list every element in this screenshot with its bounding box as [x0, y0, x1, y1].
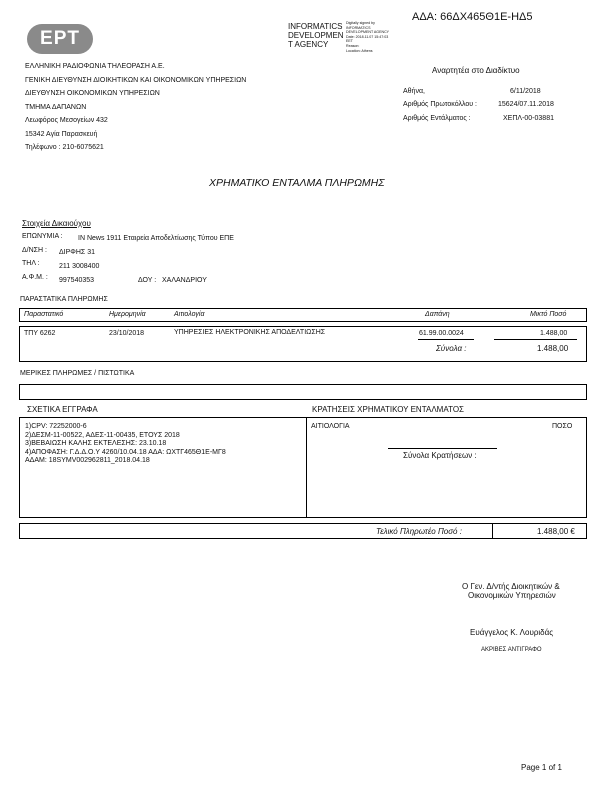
afm-value: 997540353 — [59, 277, 95, 284]
payment-docs-header-row — [19, 308, 587, 322]
organization-block: ΕΛΛΗΝΙΚΗ ΡΑΔΙΟΦΩΝΙΑ ΤΗΛΕΟΡΑΣΗ Α.Ε. ΓΕΝΙΚΗ ΔΙΕΥΘΥΝΣΗ ΔΙΟΙΚΗΤΙΚΩΝ ΚΑΙ ΟΙΚΟΝΟΜΙΚΩΝ ΥΠΗΡΕΣΙΩΝ ΔΙΕΥΘΥΝΣΗ ΟΙΚΟΝΟΜΙΚΩΝ ΥΠΗΡΕΣΙΩΝ ΤΜΗΜΑ ΔΑΠΑΝΩΝ Λεωφόρος Μεσογείων 432 15342 Αγία Παρασκευή Τηλέφωνο : 210-6075621 — [25, 63, 247, 151]
column-divider — [306, 417, 307, 518]
withholding-heading: ΚΡΑΤΗΣΕΙΣ ΧΡΗΜΑΤΙΚΟΥ ΕΝΤΑΛΜΑΤΟΣ — [312, 405, 464, 414]
col-reason: Αιτιολογία — [174, 311, 205, 318]
signatory-title-line: Οικονομικών Υπηρεσιών — [468, 591, 556, 600]
page-number: Page 1 of 1 — [521, 763, 562, 772]
col-expense: Δαπάνη — [425, 311, 450, 318]
name-value: IN News 1911 Εταιρεία Αποδελτίωσης Τύπου ΕΠΕ — [78, 235, 234, 242]
totals-label: Σύνολα : — [436, 344, 467, 353]
informatics-line: DEVELOPMEN — [288, 31, 344, 40]
true-copy-stamp: ΑΚΡΙΒΕΣ ΑΝΤΙΓΡΑΦΟ — [481, 647, 542, 653]
phone-value: 211 3008400 — [59, 263, 100, 270]
payment-docs-heading: ΠΑΡΑΣΤΑΤΙΚΑ ΠΛΗΡΩΜΗΣ — [20, 296, 108, 303]
posting-note: Αναρτητέα στο Διαδίκτυο — [432, 66, 520, 75]
withholding-amount-label: ΠΟΣΟ — [552, 423, 573, 430]
final-amount-value: 1.488,00 € — [537, 527, 575, 536]
col-date: Ημερομηνία — [109, 311, 146, 318]
signatory-title-line: Ο Γεν. Δ/ντής Διοικητικών & — [462, 582, 560, 591]
row-expense: 61.99.00.0024 — [419, 330, 464, 337]
related-docs-heading: ΣΧΕΤΙΚΑ ΕΓΓΡΑΦΑ — [27, 405, 98, 414]
protocol-value: 15624/07.11.2018 — [498, 101, 554, 108]
withholding-totals-label: Σύνολα Κρατήσεων : — [403, 451, 477, 460]
partial-payments-box — [19, 384, 587, 400]
related-docs-list — [25, 423, 226, 466]
name-label: ΕΠΩΝΥΜΙΑ : — [22, 233, 63, 240]
address-label: Δ/ΝΣΗ : — [22, 247, 47, 254]
informatics-line: INFORMATICS — [288, 22, 343, 31]
col-document: Παραστατικό — [24, 311, 64, 318]
row-amount: 1.488,00 — [540, 330, 568, 337]
doy-value: ΧΑΛΑΝΔΡΙΟΥ — [162, 277, 207, 284]
date-label: Αθήνα, — [403, 88, 425, 95]
withholding-rule — [388, 448, 497, 449]
beneficiary-heading: Στοιχεία Δικαιούχου — [22, 219, 91, 228]
col-amount: Μικτό Ποσό — [530, 311, 567, 318]
related-doc-line: 4)ΑΠΟΦΑΣΗ: Γ.Δ.Δ.Ο.Υ 4260/10.04.18 ΑΔΑ: ΩΧΤΓ465Θ1Ε-ΜΓ8 — [25, 448, 226, 456]
related-doc-line: 2)ΔΕΣΜ-11-00522, ΑΔΕΣ-11-00435, ΕΤΟΥΣ 2018 — [25, 431, 180, 439]
related-doc-line: ΑΔΑΜ: 18SYMV002962811_2018.04.18 — [25, 457, 150, 464]
row-reason: ΥΠΗΡΕΣΙΕΣ ΗΛΕΚΤΡΟΝΙΚΗΣ ΑΠΟΔΕΛΤΙΩΣΗΣ — [174, 329, 326, 336]
phone-label: ΤΗΛ : — [22, 260, 40, 267]
ada-code: ΑΔΑ: 66ΔΧ465Θ1Ε-ΗΔ5 — [412, 11, 533, 23]
related-doc-line: 1)CPV: 72252000-6 — [25, 423, 87, 430]
protocol-label: Αριθμός Πρωτοκόλλου : — [403, 101, 477, 108]
date-value: 6/11/2018 — [510, 88, 541, 95]
partial-payments-heading: ΜΕΡΙΚΕΣ ΠΛΗΡΩΜΕΣ / ΠΙΣΤΩΤΙΚΑ — [20, 370, 135, 377]
totals-rule-left — [418, 339, 474, 340]
document-title: ΧΡΗΜΑΤΙΚΟ ΕΝΤΑΛΜΑ ΠΛΗΡΩΜΗΣ — [209, 177, 385, 189]
address-value: ΔΙΡΦΗΣ 31 — [59, 249, 95, 256]
order-value: ΧΕΠΛ-00-03881 — [503, 115, 554, 122]
final-amount-label: Τελικό Πληρωτέο Ποσό : — [376, 527, 462, 536]
afm-label: Α.Φ.Μ. : — [22, 274, 48, 281]
final-amount-box — [19, 523, 587, 539]
withholding-reason-label: ΑΙΤΙΟΛΟΓΙΑ — [311, 423, 350, 430]
ert-logo: ΕΡΤ — [27, 24, 93, 54]
order-label: Αριθμός Εντάλματος : — [403, 115, 471, 122]
digital-signature-details: Digitally signed by INFORMATICS DEVELOPMENT AGENCY Date: 2018.11.07 15:47:03 EET Reason: Location: Athens — [346, 21, 390, 53]
totals-rule-right — [494, 339, 577, 340]
doy-label: ΔΟΥ : — [138, 277, 157, 284]
related-doc-line: 3)ΒΕΒΑΙΩΣΗ ΚΑΛΗΣ ΕΚΤΕΛΕΣΗΣ: 23.10.18 — [25, 440, 167, 447]
signatory-name: Ευάγγελος Κ. Λουριδάς — [470, 628, 554, 637]
informatics-line: T AGENCY — [288, 40, 329, 49]
row-date: 23/10/2018 — [109, 330, 145, 337]
row-document: ΤΠΥ 6262 — [24, 330, 56, 337]
informatics-signature — [288, 22, 344, 49]
final-divider — [492, 523, 493, 539]
totals-value: 1.488,00 — [537, 344, 569, 353]
